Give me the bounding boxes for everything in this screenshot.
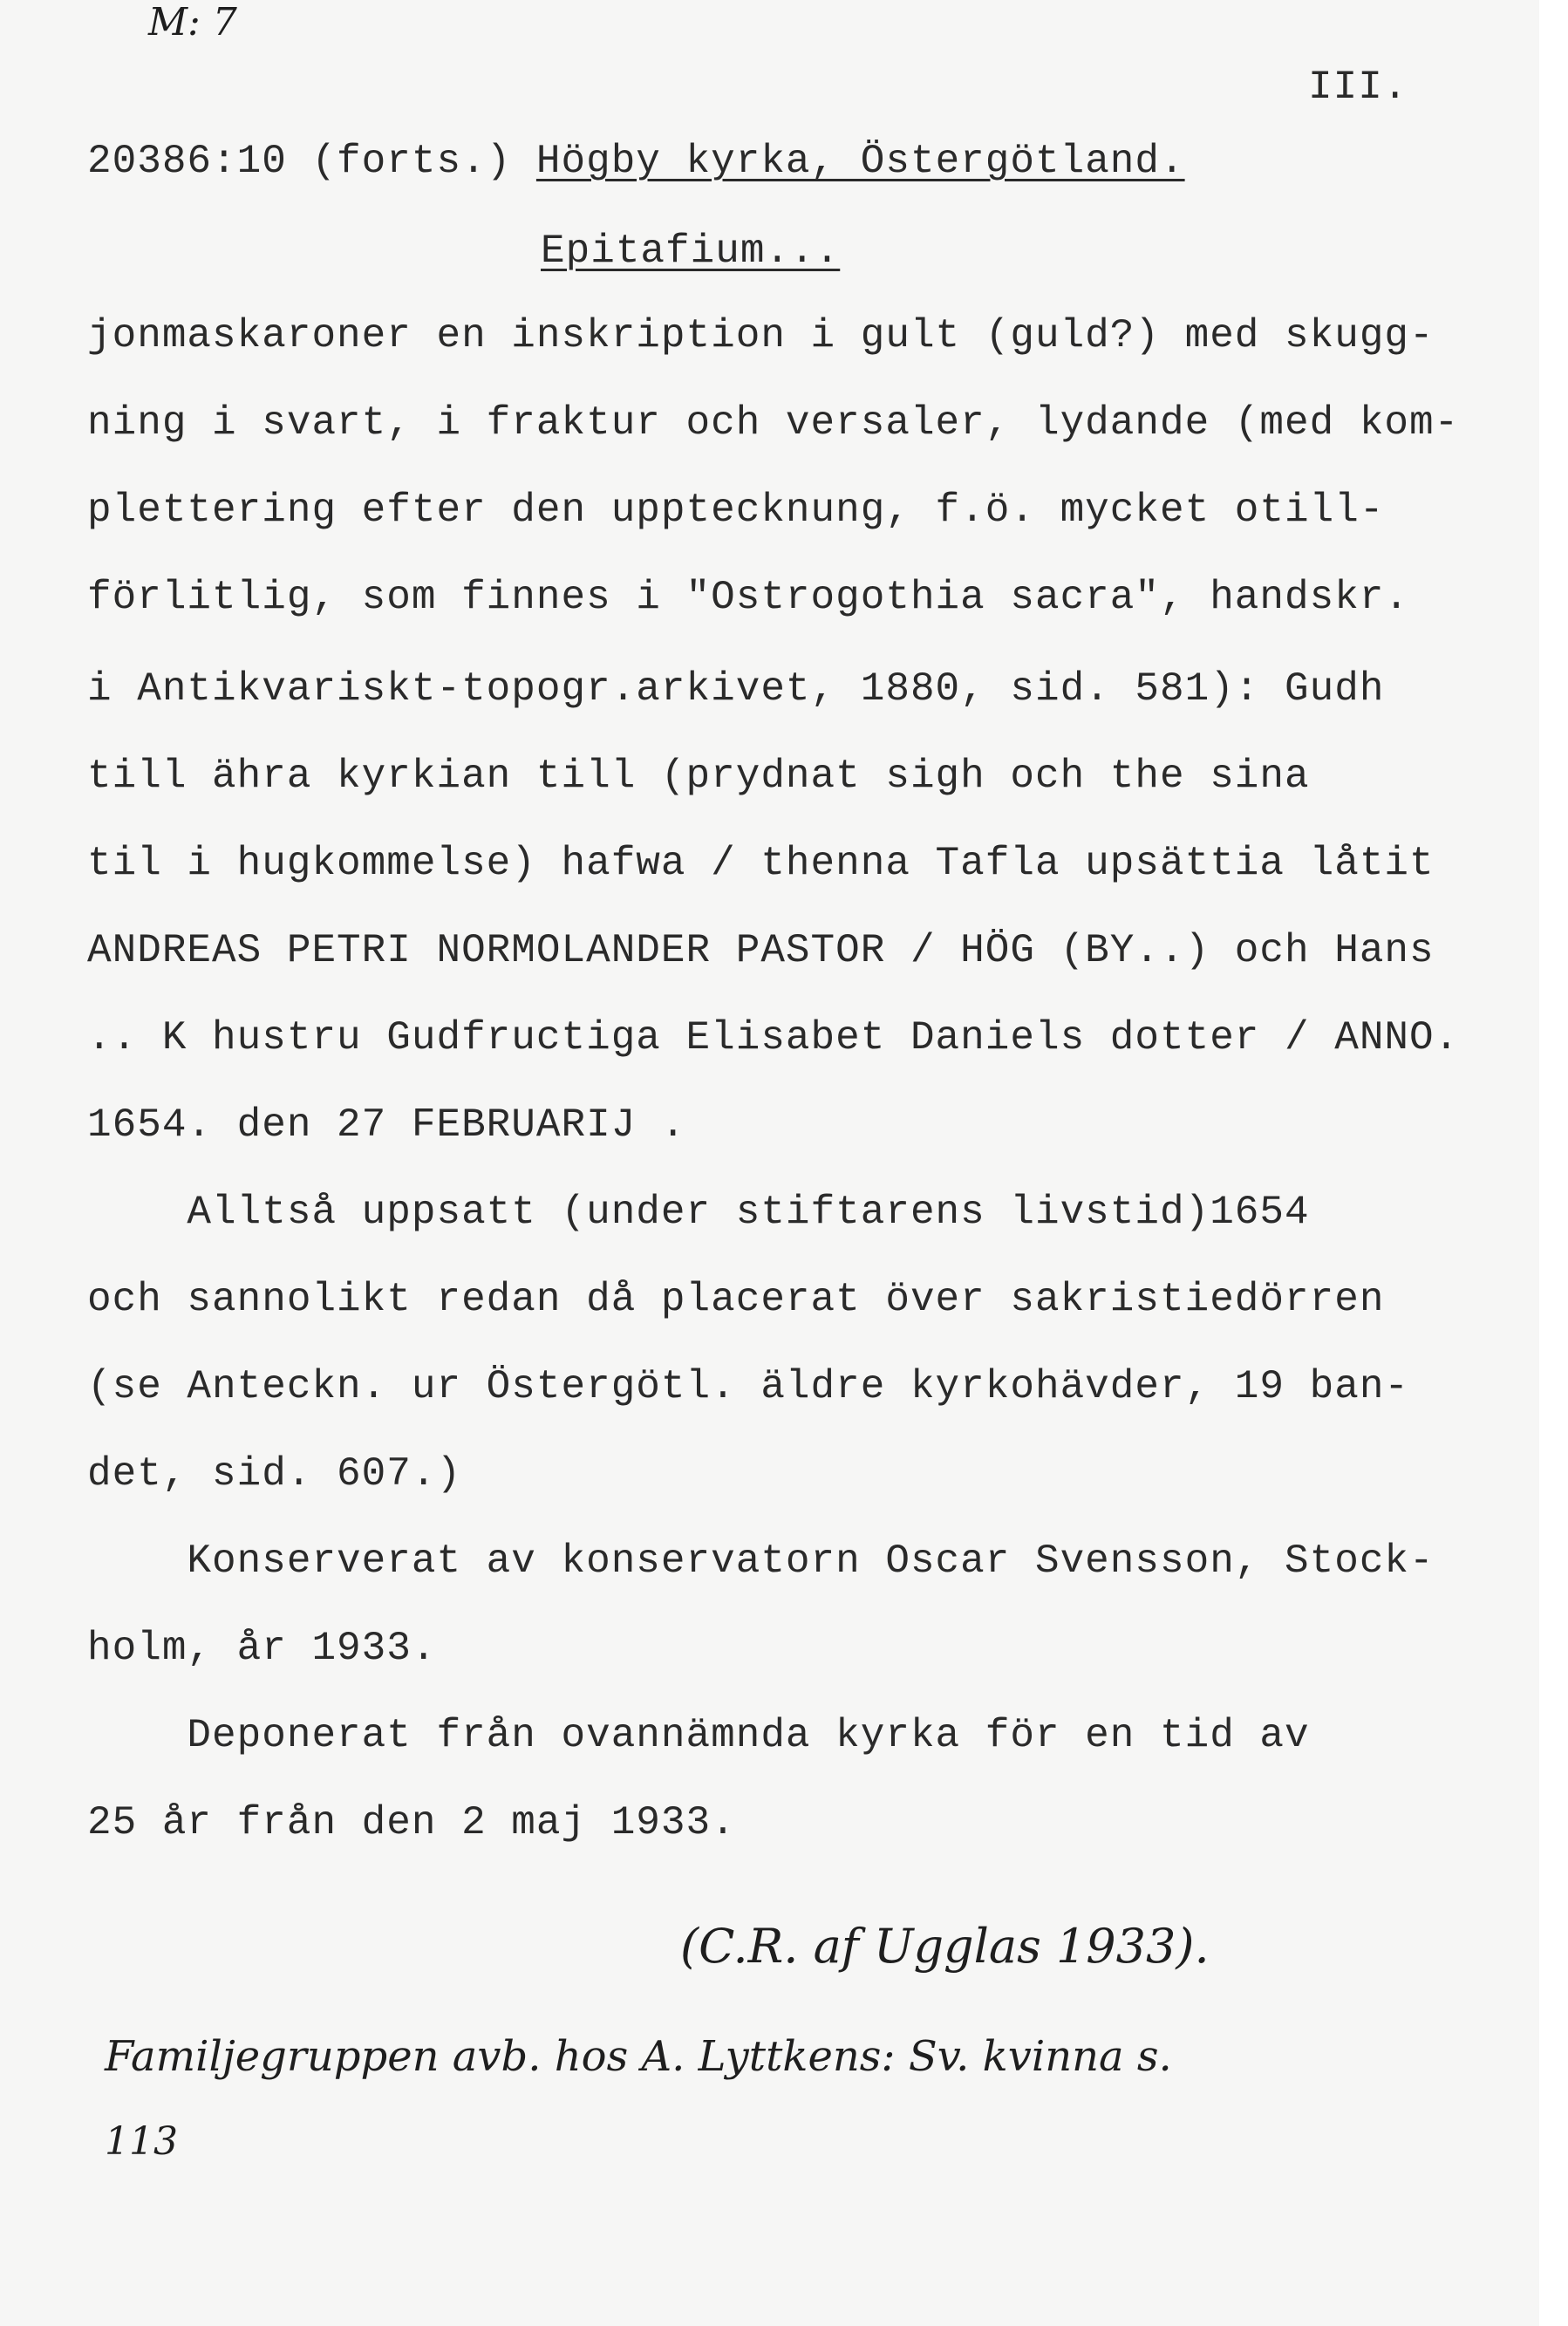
subject-heading: Epitafium... [541, 229, 841, 274]
text-line: Deponerat från ovannämnda kyrka för en tid av [87, 1713, 1310, 1758]
text-line: i Antikvariskt-topogr.arkivet, 1880, sid. 581): Gudh [87, 666, 1385, 712]
catalog-ref: 20386:10 (forts.) [87, 139, 512, 184]
text-line: Alltså uppsatt (under stiftarens livstid)1654 [87, 1190, 1310, 1235]
text-line: jonmaskaroner en inskription i gult (guld?) med skugg- [87, 313, 1435, 358]
text-line: 1654. den 27 FEBRUARIJ . [87, 1102, 686, 1148]
text-line: (se Anteckn. ur Östergötl. äldre kyrkohävder, 19 ban- [87, 1364, 1410, 1409]
handwritten-note-line-2: 113 [105, 2119, 178, 2164]
text-line: til i hugkommelse) hafwa / thenna Tafla upsättia låtit [87, 841, 1435, 886]
text-line: holm, år 1933. [87, 1626, 437, 1671]
page-number: III. [1308, 65, 1408, 110]
text-line: till ähra kyrkian till (prydnat sigh och the sina [87, 754, 1310, 799]
place-heading: Högby kyrka, Östergötland. [535, 139, 1185, 184]
handwritten-note-line-1: Familjegruppen avb. hos A. Lyttkens: Sv. kvinna s. [105, 2032, 1172, 2081]
text-line: plettering efter den upptecknung, f.ö. mycket otill- [87, 488, 1385, 533]
text-line: och sannolikt redan då placerat över sakristiedörren [87, 1277, 1385, 1322]
handwritten-signature: (C.R. af Ugglas 1933). [680, 1919, 1210, 1974]
text-line: .. K hustru Gudfructiga Elisabet Daniels dotter / ANNO. [87, 1015, 1460, 1061]
handwritten-reference: M: 7 [148, 0, 237, 44]
text-line: ANDREAS PETRI NORMOLANDER PASTOR / HÖG (BY..) och Hans [87, 928, 1435, 973]
text-line: Konserverat av konservatorn Oscar Svensson, Stock- [87, 1538, 1435, 1584]
scan-margin [1539, 0, 1568, 2326]
text-line: ning i svart, i fraktur och versaler, lydande (med kom- [87, 400, 1460, 446]
text-line: 25 år från den 2 maj 1933. [87, 1800, 736, 1845]
text-line: förlitlig, som finnes i "Ostrogothia sacra", handskr. [87, 575, 1410, 620]
text-line: det, sid. 607.) [87, 1451, 462, 1497]
title-line [87, 135, 1185, 188]
